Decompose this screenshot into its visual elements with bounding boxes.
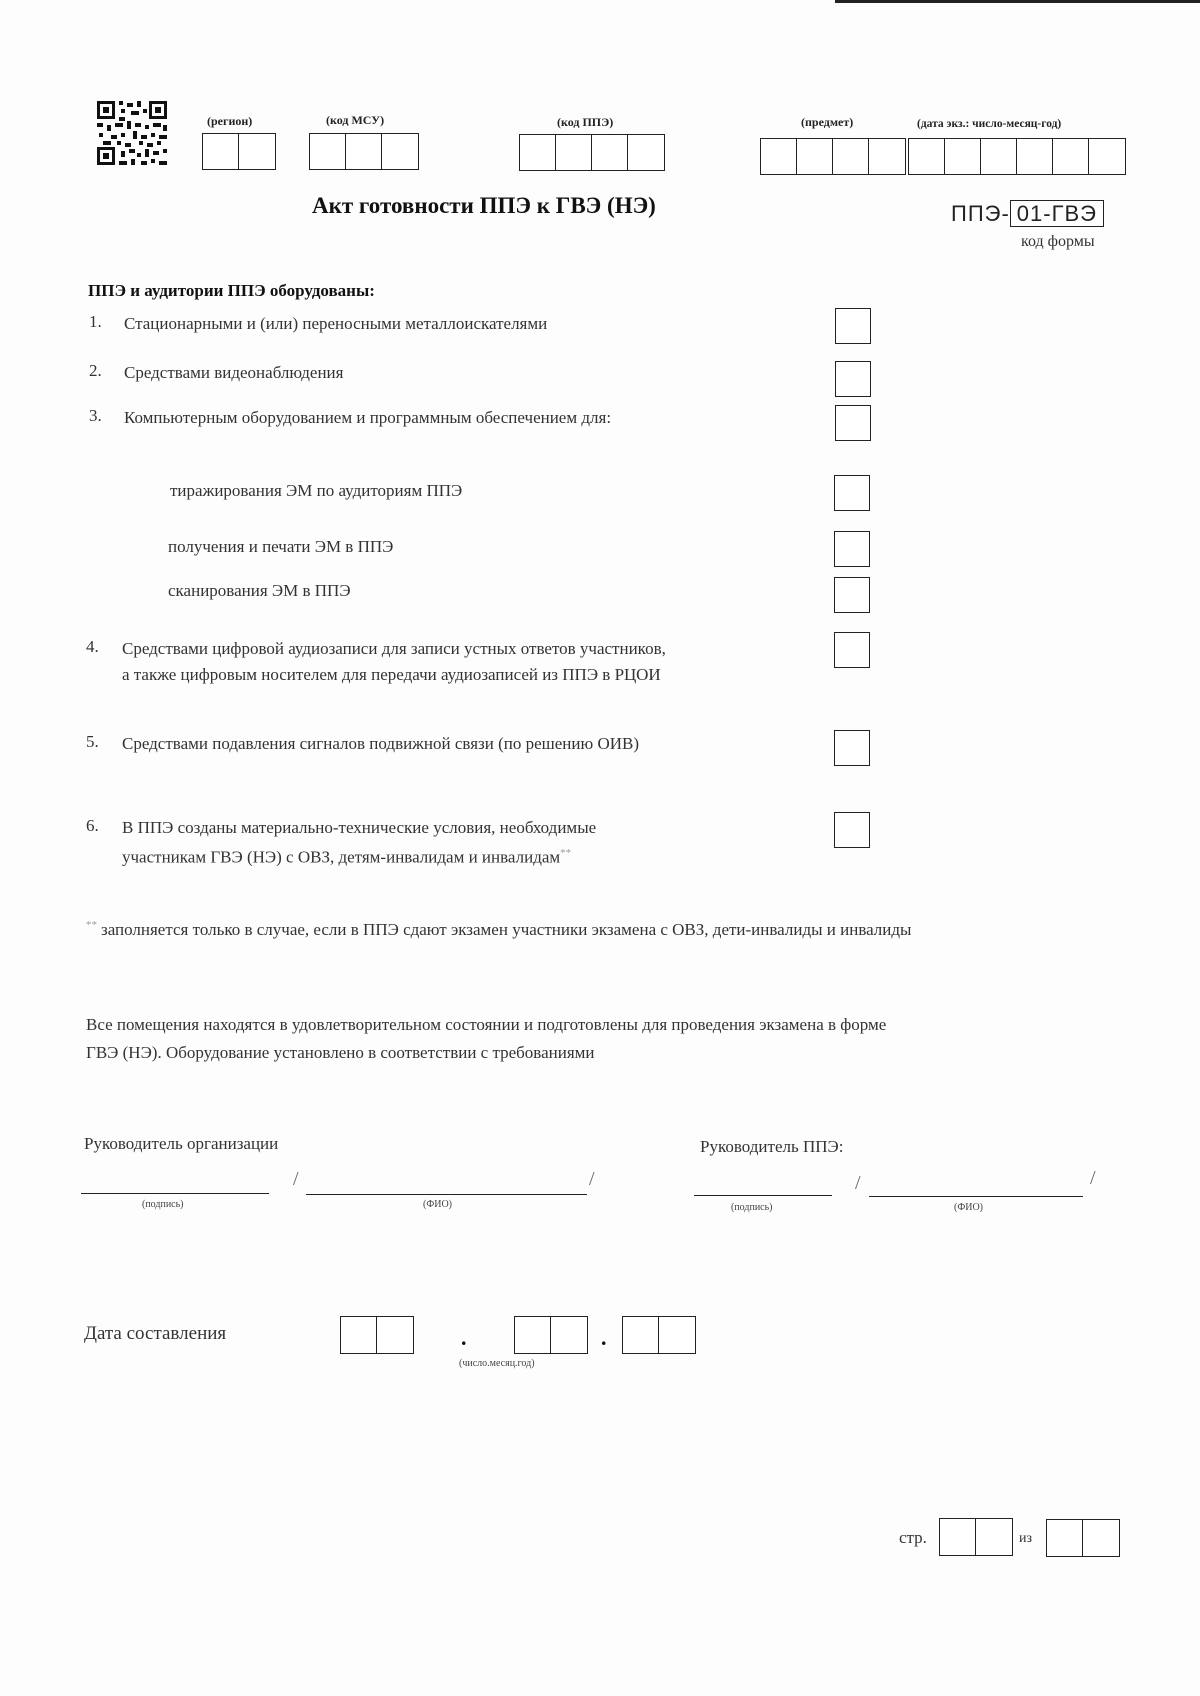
- item-text-line1: В ППЭ созданы материально-технические условия, необходимые: [122, 818, 597, 837]
- ppe-signature-line[interactable]: [694, 1195, 832, 1196]
- item-text-line2: [122, 841, 571, 870]
- qr-code: [97, 101, 171, 167]
- item-text-line1: Средствами цифровой аудиозаписи для записи устных ответов участников,: [122, 639, 666, 658]
- org-signature-line[interactable]: [81, 1193, 269, 1194]
- org-name-caption: (ФИО): [423, 1199, 453, 1210]
- item-text-line2-body: участникам ГВЭ (НЭ) с ОВЗ, детям-инвалидам и инвалидам: [122, 847, 561, 867]
- item-number: 4.: [86, 637, 99, 656]
- section-heading: ППЭ и аудитории ППЭ оборудованы:: [88, 281, 375, 300]
- date-caption: (число.месяц.год): [459, 1358, 535, 1369]
- checkbox-em-replication[interactable]: [834, 475, 870, 511]
- footnote: [86, 919, 911, 940]
- checkbox-special-conditions[interactable]: [834, 812, 870, 848]
- checkbox-signal-jamming[interactable]: [834, 730, 870, 766]
- checkbox-em-scan[interactable]: [834, 577, 870, 613]
- checkbox-video-surveillance[interactable]: [835, 361, 871, 397]
- ppe-code-label: (код ППЭ): [557, 115, 614, 129]
- date-year-cells[interactable]: [622, 1316, 696, 1354]
- ppe-head-label: Руководитель ППЭ:: [700, 1137, 844, 1156]
- org-head-label: Руководитель организации: [84, 1134, 279, 1153]
- checkbox-computer-equipment[interactable]: [835, 405, 871, 441]
- exam-date-cells[interactable]: [908, 138, 1126, 175]
- item-text: Средствами видеонаблюдения: [124, 363, 344, 382]
- form-code-caption: код формы: [1021, 233, 1095, 250]
- item-text-line2: а также цифровым носителем для передачи аудиозаписей из ППЭ в РЦОИ: [122, 665, 661, 684]
- item-text: Стационарными и (или) переносными металлоискателями: [124, 314, 548, 333]
- page-number-cells[interactable]: [939, 1518, 1013, 1556]
- checkbox-audio-recording[interactable]: [834, 632, 870, 668]
- msu-code-cells[interactable]: [309, 133, 419, 170]
- form-code-prefix: ППЭ-: [951, 200, 1010, 226]
- form-code-value: 01-ГВЭ: [1010, 200, 1104, 227]
- top-edge-line: [835, 0, 1200, 3]
- form-code: [951, 200, 1104, 227]
- item-text: Компьютерным оборудованием и программным обеспечением для:: [124, 408, 612, 427]
- date-dot: .: [601, 1325, 607, 1350]
- of-label: из: [1019, 1531, 1033, 1546]
- footnote-text: заполняется только в случае, если в ППЭ сдают экзамен участники экзамена с ОВЗ, дети-инвалиды и инвалиды: [101, 919, 912, 939]
- ppe-name-caption: (ФИО): [954, 1202, 984, 1213]
- slash: /: [1090, 1167, 1096, 1189]
- msu-code-label: (код МСУ): [326, 113, 385, 127]
- item-number: 1.: [89, 312, 102, 331]
- checkbox-em-print[interactable]: [834, 531, 870, 567]
- item-number: 6.: [86, 816, 99, 835]
- statement-line2: ГВЭ (НЭ). Оборудование установлено в соответствии с требованиями: [86, 1043, 595, 1062]
- item-number: 3.: [89, 406, 102, 425]
- ppe-signature-caption: (подпись): [731, 1202, 773, 1213]
- subject-cells[interactable]: [760, 138, 906, 175]
- subitem-text: тиражирования ЭМ по аудиториям ППЭ: [170, 481, 463, 500]
- region-label: (регион): [207, 114, 253, 128]
- org-name-line[interactable]: [306, 1194, 587, 1195]
- exam-date-label: (дата экз.: число-месяц-год): [917, 118, 1062, 130]
- footnote-mark: **: [86, 919, 97, 931]
- subitem-text: сканирования ЭМ в ППЭ: [168, 581, 351, 600]
- subject-label: (предмет): [801, 115, 854, 129]
- date-dot: .: [461, 1325, 467, 1350]
- item-text: Средствами подавления сигналов подвижной связи (по решению ОИВ): [122, 734, 639, 753]
- org-signature-caption: (подпись): [142, 1199, 184, 1210]
- page-label: стр.: [899, 1528, 927, 1547]
- item-number: 2.: [89, 361, 102, 380]
- slash: /: [855, 1172, 861, 1194]
- footnote-marker: **: [560, 847, 572, 859]
- page-total-cells[interactable]: [1046, 1519, 1120, 1557]
- date-label: Дата составления: [84, 1323, 227, 1344]
- slash: /: [293, 1168, 299, 1190]
- date-month-cells[interactable]: [514, 1316, 588, 1354]
- region-cells[interactable]: [202, 133, 276, 170]
- ppe-name-line[interactable]: [869, 1196, 1083, 1197]
- slash: /: [589, 1168, 595, 1190]
- page-title: Акт готовности ППЭ к ГВЭ (НЭ): [312, 193, 656, 218]
- date-day-cells[interactable]: [340, 1316, 414, 1354]
- checkbox-metal-detectors[interactable]: [835, 308, 871, 344]
- item-number: 5.: [86, 732, 99, 751]
- subitem-text: получения и печати ЭМ в ППЭ: [168, 537, 394, 556]
- statement-line1: Все помещения находятся в удовлетворительном состоянии и подготовлены для проведения экзамена в форме: [86, 1015, 887, 1034]
- ppe-code-cells[interactable]: [519, 134, 665, 171]
